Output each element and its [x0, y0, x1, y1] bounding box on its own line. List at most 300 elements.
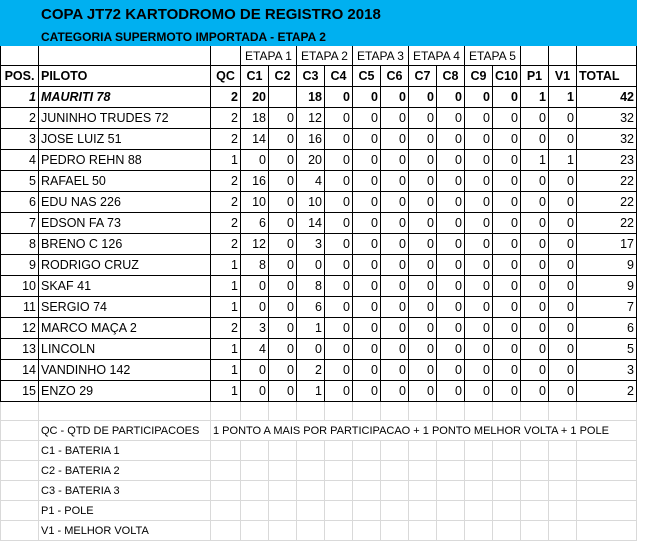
table-row [1, 150, 637, 171]
cell-c10: 0 [493, 171, 521, 192]
cell-c3: 4 [297, 171, 325, 192]
cell-c2: 0 [269, 150, 297, 171]
cell-c6: 0 [381, 213, 409, 234]
stage-2-header: ETAPA 2 [297, 46, 353, 66]
empty-cell [381, 402, 409, 421]
cell-p1: 0 [521, 192, 549, 213]
cell-c9: 0 [465, 129, 493, 150]
empty-cell [269, 461, 297, 481]
empty-cell [1, 402, 39, 421]
cell-c8: 0 [437, 87, 465, 108]
cell-c7: 0 [409, 381, 437, 402]
cell-c3: 8 [297, 276, 325, 297]
cell-c10: 0 [493, 192, 521, 213]
cell-c3: 16 [297, 129, 325, 150]
col-header-c4: C4 [325, 66, 353, 87]
cell-c9: 0 [465, 297, 493, 318]
cell-c4: 0 [325, 129, 353, 150]
cell-c1: 10 [241, 192, 269, 213]
cell-c6: 0 [381, 150, 409, 171]
cell-c5: 0 [353, 87, 381, 108]
scoring-note: 1 PONTO A MAIS POR PARTICIPACAO + 1 PONTO MELHOR VOLTA + 1 POLE [211, 421, 637, 441]
cell-c8: 0 [437, 213, 465, 234]
empty-cell [493, 441, 521, 461]
cell-total: 22 [577, 192, 637, 213]
empty-cell [297, 501, 325, 521]
cell-p1: 0 [521, 129, 549, 150]
cell-c8: 0 [437, 255, 465, 276]
cell-c10: 0 [493, 381, 521, 402]
cell-piloto: BRENO C 126 [39, 234, 211, 255]
blank-cell [39, 46, 211, 66]
cell-piloto: SKAF 41 [39, 276, 211, 297]
empty-cell [493, 402, 521, 421]
cell-c1: 14 [241, 129, 269, 150]
cell-c5: 0 [353, 171, 381, 192]
cell-piloto: EDSON FA 73 [39, 213, 211, 234]
cell-c1: 16 [241, 171, 269, 192]
legend-item: C2 - BATERIA 2 [39, 461, 211, 481]
empty-cell [297, 441, 325, 461]
cell-c2: 0 [269, 318, 297, 339]
empty-cell [325, 501, 353, 521]
empty-cell [409, 521, 437, 541]
cell-c3: 2 [297, 360, 325, 381]
cell-c7: 0 [409, 255, 437, 276]
cell-c3: 6 [297, 297, 325, 318]
legend-item: P1 - POLE [39, 501, 211, 521]
cell-piloto: MARCO MAÇA 2 [39, 318, 211, 339]
empty-cell [381, 441, 409, 461]
empty-cell [325, 521, 353, 541]
cell-c10: 0 [493, 276, 521, 297]
empty-cell [409, 461, 437, 481]
cell-c1: 12 [241, 234, 269, 255]
cell-total: 32 [577, 129, 637, 150]
empty-cell [465, 461, 493, 481]
cell-c7: 0 [409, 318, 437, 339]
legend-item: V1 - MELHOR VOLTA [39, 521, 211, 541]
empty-cell [577, 501, 637, 521]
cell-p1: 0 [521, 297, 549, 318]
col-header-qc: QC [211, 66, 241, 87]
cell-c7: 0 [409, 276, 437, 297]
cell-qc: 2 [211, 171, 241, 192]
col-header-pos: POS. [1, 66, 39, 87]
empty-cell [297, 461, 325, 481]
cell-c10: 0 [493, 297, 521, 318]
empty-cell [465, 481, 493, 501]
cell-c5: 0 [353, 129, 381, 150]
cell-c4: 0 [325, 255, 353, 276]
table-row [1, 234, 637, 255]
cell-c5: 0 [353, 255, 381, 276]
cell-c6: 0 [381, 381, 409, 402]
cell-v1: 1 [549, 87, 577, 108]
cell-pos: 5 [1, 171, 39, 192]
cell-c9: 0 [465, 381, 493, 402]
empty-cell [269, 481, 297, 501]
cell-piloto: ENZO 29 [39, 381, 211, 402]
cell-qc: 1 [211, 297, 241, 318]
empty-cell [409, 481, 437, 501]
cell-c2: 0 [269, 213, 297, 234]
empty-cell [437, 501, 465, 521]
empty-cell [325, 461, 353, 481]
cell-c7: 0 [409, 108, 437, 129]
cell-c10: 0 [493, 234, 521, 255]
cell-c8: 0 [437, 129, 465, 150]
cell-c7: 0 [409, 171, 437, 192]
cell-pos: 1 [1, 87, 39, 108]
cell-total: 2 [577, 381, 637, 402]
cell-pos: 10 [1, 276, 39, 297]
cell-pos: 3 [1, 129, 39, 150]
legend-row [1, 441, 637, 461]
empty-cell [211, 402, 241, 421]
empty-cell [1, 501, 39, 521]
cell-c7: 0 [409, 129, 437, 150]
empty-cell [577, 461, 637, 481]
table-row [1, 171, 637, 192]
table-row [1, 255, 637, 276]
empty-cell [409, 441, 437, 461]
empty-cell [493, 481, 521, 501]
cell-c7: 0 [409, 87, 437, 108]
cell-c4: 0 [325, 150, 353, 171]
empty-cell [269, 521, 297, 541]
cell-c10: 0 [493, 87, 521, 108]
cell-c4: 0 [325, 297, 353, 318]
cell-c9: 0 [465, 276, 493, 297]
cell-piloto: SERGIO 74 [39, 297, 211, 318]
cell-c2: 0 [269, 108, 297, 129]
cell-c6: 0 [381, 87, 409, 108]
empty-cell [241, 461, 269, 481]
cell-piloto: LINCOLN [39, 339, 211, 360]
cell-c7: 0 [409, 192, 437, 213]
column-header-row [1, 66, 637, 87]
cell-c2: 0 [269, 255, 297, 276]
cell-c7: 0 [409, 213, 437, 234]
cell-c1: 0 [241, 381, 269, 402]
table-row [1, 108, 637, 129]
cell-c2: 0 [269, 171, 297, 192]
cell-pos: 6 [1, 192, 39, 213]
cell-c5: 0 [353, 234, 381, 255]
cell-c1: 0 [241, 150, 269, 171]
cell-total: 6 [577, 318, 637, 339]
empty-cell [549, 521, 577, 541]
cell-c1: 6 [241, 213, 269, 234]
cell-c9: 0 [465, 108, 493, 129]
cell-c2: 0 [269, 381, 297, 402]
cell-c9: 0 [465, 339, 493, 360]
empty-cell [353, 481, 381, 501]
legend-row [1, 481, 637, 501]
legend-item: QC - QTD DE PARTICIPACOES [39, 421, 211, 441]
cell-v1: 0 [549, 255, 577, 276]
empty-cell [465, 441, 493, 461]
empty-cell [269, 441, 297, 461]
cell-c10: 0 [493, 213, 521, 234]
cell-qc: 2 [211, 213, 241, 234]
cell-c4: 0 [325, 381, 353, 402]
blank-cell [521, 46, 549, 66]
cell-piloto: JUNINHO TRUDES 72 [39, 108, 211, 129]
table-row [1, 318, 637, 339]
subtitle-cell: CATEGORIA SUPERMOTO IMPORTADA - ETAPA 2 [1, 28, 637, 46]
col-header-c7: C7 [409, 66, 437, 87]
cell-c2: 0 [269, 360, 297, 381]
cell-qc: 2 [211, 87, 241, 108]
cell-piloto: JOSE LUIZ 51 [39, 129, 211, 150]
cell-p1: 0 [521, 255, 549, 276]
table-row [1, 213, 637, 234]
cell-c2: 0 [269, 276, 297, 297]
cell-total: 22 [577, 171, 637, 192]
legend-row [1, 501, 637, 521]
empty-cell [409, 501, 437, 521]
empty-cell [381, 481, 409, 501]
empty-cell [577, 481, 637, 501]
empty-cell [211, 461, 241, 481]
cell-p1: 0 [521, 213, 549, 234]
cell-total: 17 [577, 234, 637, 255]
stage-3-header: ETAPA 3 [353, 46, 409, 66]
cell-c5: 0 [353, 213, 381, 234]
col-header-piloto: PILOTO [39, 66, 211, 87]
col-header-total: TOTAL [577, 66, 637, 87]
empty-cell [521, 521, 549, 541]
cell-c1: 4 [241, 339, 269, 360]
cell-c8: 0 [437, 150, 465, 171]
empty-cell [241, 481, 269, 501]
cell-c6: 0 [381, 108, 409, 129]
empty-cell [521, 402, 549, 421]
cell-c5: 0 [353, 318, 381, 339]
cell-c4: 0 [325, 171, 353, 192]
cell-c3: 10 [297, 192, 325, 213]
col-header-c5: C5 [353, 66, 381, 87]
empty-cell [1, 481, 39, 501]
empty-cell [493, 501, 521, 521]
empty-cell [409, 402, 437, 421]
cell-piloto: RODRIGO CRUZ [39, 255, 211, 276]
stage-header-row [1, 46, 637, 66]
cell-c5: 0 [353, 276, 381, 297]
cell-c9: 0 [465, 360, 493, 381]
empty-cell [437, 461, 465, 481]
cell-v1: 0 [549, 339, 577, 360]
cell-c6: 0 [381, 318, 409, 339]
cell-total: 32 [577, 108, 637, 129]
cell-p1: 0 [521, 318, 549, 339]
cell-c9: 0 [465, 318, 493, 339]
cell-c4: 0 [325, 192, 353, 213]
cell-c8: 0 [437, 339, 465, 360]
empty-cell [325, 402, 353, 421]
empty-cell [437, 481, 465, 501]
cell-c1: 8 [241, 255, 269, 276]
empty-cell [1, 421, 39, 441]
table-row [1, 339, 637, 360]
cell-c1: 0 [241, 297, 269, 318]
cell-c5: 0 [353, 297, 381, 318]
cell-c4: 0 [325, 276, 353, 297]
cell-p1: 1 [521, 87, 549, 108]
cell-c4: 0 [325, 108, 353, 129]
cell-pos: 8 [1, 234, 39, 255]
cell-piloto: MAURITI 78 [39, 87, 211, 108]
cell-total: 42 [577, 87, 637, 108]
cell-p1: 1 [521, 150, 549, 171]
cell-pos: 11 [1, 297, 39, 318]
blank-cell [1, 46, 39, 66]
empty-cell [493, 521, 521, 541]
cell-c4: 0 [325, 318, 353, 339]
cell-c2: 0 [269, 234, 297, 255]
col-header-c10: C10 [493, 66, 521, 87]
cell-pos: 7 [1, 213, 39, 234]
table-row [1, 381, 637, 402]
table-row [1, 297, 637, 318]
cell-c2: 0 [269, 129, 297, 150]
cell-c1: 3 [241, 318, 269, 339]
cell-c7: 0 [409, 234, 437, 255]
empty-cell [521, 461, 549, 481]
cell-c3: 1 [297, 381, 325, 402]
empty-cell [269, 402, 297, 421]
cell-c2: 0 [269, 339, 297, 360]
cell-c4: 0 [325, 360, 353, 381]
legend-item: C1 - BATERIA 1 [39, 441, 211, 461]
cell-total: 9 [577, 276, 637, 297]
empty-cell [577, 402, 637, 421]
empty-cell [465, 501, 493, 521]
col-header-c3: C3 [297, 66, 325, 87]
empty-cell [211, 521, 241, 541]
cell-c4: 0 [325, 234, 353, 255]
legend-row [1, 461, 637, 481]
cell-c8: 0 [437, 234, 465, 255]
cell-c2 [269, 87, 297, 108]
cell-c3: 1 [297, 318, 325, 339]
cell-total: 23 [577, 150, 637, 171]
empty-cell [353, 461, 381, 481]
table-row [1, 87, 637, 108]
cell-c9: 0 [465, 192, 493, 213]
table-row [1, 276, 637, 297]
cell-p1: 0 [521, 108, 549, 129]
empty-cell [353, 402, 381, 421]
empty-cell [437, 521, 465, 541]
empty-cell [211, 481, 241, 501]
cell-c2: 0 [269, 192, 297, 213]
table-row [1, 192, 637, 213]
cell-c6: 0 [381, 360, 409, 381]
empty-cell [269, 501, 297, 521]
cell-total: 7 [577, 297, 637, 318]
cell-c9: 0 [465, 234, 493, 255]
cell-qc: 2 [211, 129, 241, 150]
cell-c3: 18 [297, 87, 325, 108]
cell-c6: 0 [381, 192, 409, 213]
empty-cell [381, 521, 409, 541]
stage-5-header: ETAPA 5 [465, 46, 521, 66]
cell-c8: 0 [437, 297, 465, 318]
empty-cell [521, 441, 549, 461]
cell-c10: 0 [493, 150, 521, 171]
empty-cell [1, 521, 39, 541]
cell-c3: 0 [297, 255, 325, 276]
empty-cell [381, 501, 409, 521]
cell-c5: 0 [353, 192, 381, 213]
cell-c10: 0 [493, 318, 521, 339]
col-header-c2: C2 [269, 66, 297, 87]
cell-c3: 20 [297, 150, 325, 171]
cell-c4: 0 [325, 213, 353, 234]
cell-c6: 0 [381, 255, 409, 276]
empty-cell [211, 501, 241, 521]
empty-cell [521, 501, 549, 521]
empty-cell [353, 501, 381, 521]
cell-qc: 1 [211, 150, 241, 171]
stage-4-header: ETAPA 4 [409, 46, 465, 66]
cell-c10: 0 [493, 129, 521, 150]
cell-v1: 0 [549, 318, 577, 339]
cell-total: 22 [577, 213, 637, 234]
cell-c10: 0 [493, 339, 521, 360]
cell-qc: 1 [211, 381, 241, 402]
cell-v1: 0 [549, 360, 577, 381]
empty-cell [297, 521, 325, 541]
empty-cell [325, 481, 353, 501]
cell-c5: 0 [353, 360, 381, 381]
empty-cell [39, 402, 211, 421]
col-header-c1: C1 [241, 66, 269, 87]
empty-cell [211, 441, 241, 461]
cell-c6: 0 [381, 129, 409, 150]
cell-pos: 12 [1, 318, 39, 339]
cell-c8: 0 [437, 318, 465, 339]
cell-piloto: VANDINHO 142 [39, 360, 211, 381]
cell-c2: 0 [269, 297, 297, 318]
table-row [1, 129, 637, 150]
cell-pos: 2 [1, 108, 39, 129]
cell-qc: 1 [211, 360, 241, 381]
cell-c10: 0 [493, 108, 521, 129]
empty-cell [241, 501, 269, 521]
cell-c1: 20 [241, 87, 269, 108]
cell-c3: 12 [297, 108, 325, 129]
cell-pos: 4 [1, 150, 39, 171]
empty-cell [437, 441, 465, 461]
empty-cell [577, 521, 637, 541]
cell-qc: 2 [211, 234, 241, 255]
table-row [1, 360, 637, 381]
cell-c1: 0 [241, 276, 269, 297]
cell-c7: 0 [409, 360, 437, 381]
cell-v1: 0 [549, 297, 577, 318]
cell-c5: 0 [353, 150, 381, 171]
cell-qc: 2 [211, 192, 241, 213]
cell-c5: 0 [353, 339, 381, 360]
cell-c8: 0 [437, 276, 465, 297]
cell-c4: 0 [325, 87, 353, 108]
empty-cell [297, 481, 325, 501]
cell-pos: 9 [1, 255, 39, 276]
